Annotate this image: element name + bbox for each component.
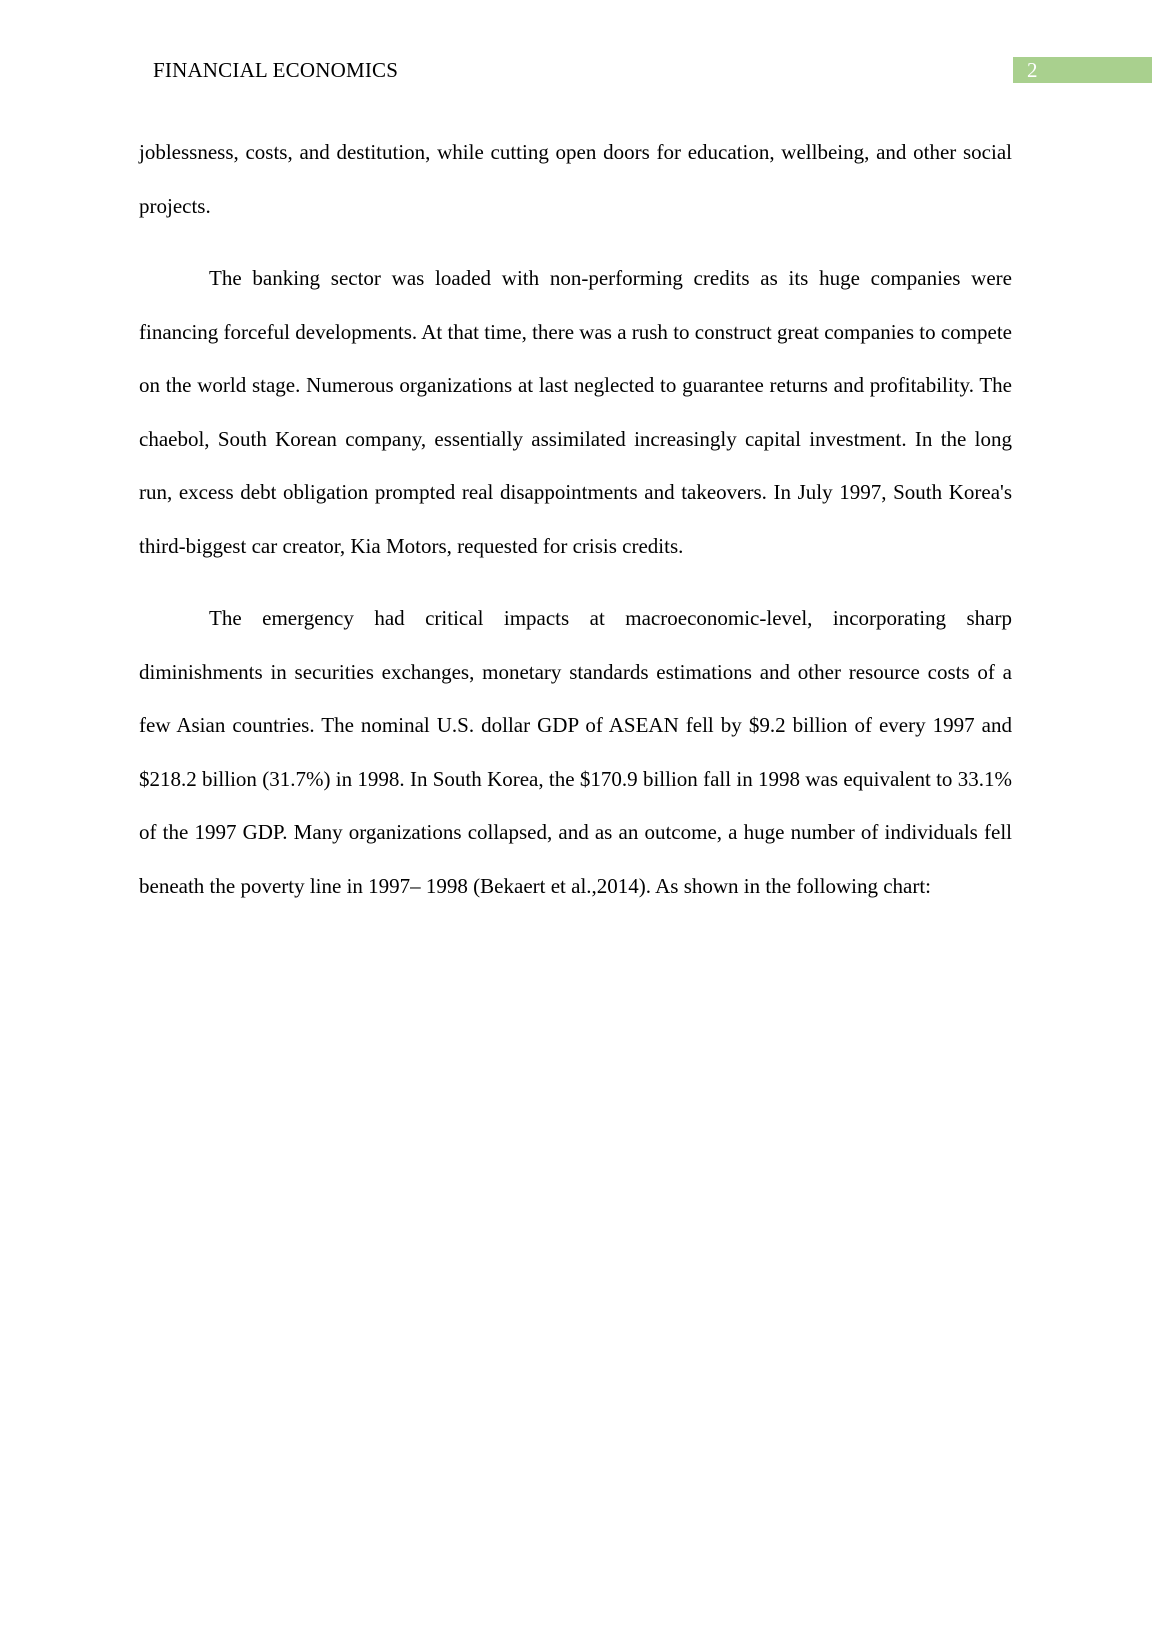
page-number-badge xyxy=(1013,57,1152,83)
paragraph-continuation: joblessness, costs, and destitution, while cutting open doors for education, wellbeing, and other social projects. xyxy=(139,140,1012,218)
page-number: 2 xyxy=(1027,58,1038,82)
running-header-title: FINANCIAL ECONOMICS xyxy=(153,58,399,82)
paragraph-macroeconomic-impacts: The emergency had critical impacts at macroeconomic-level, incorporating sharp diminishments in securities exchanges, monetary standards estimations and other resource costs of a few Asian countries. The nominal U.S. dollar GDP of ASEAN fell by $9.2 billion of every 1997 and $218.2 billion (31.7%) in 1998. In South Korea, the $170.9 billion fall in 1998 was equivalent to 33.1% of the 1997 GDP. Many organizations collapsed, and as an outcome, a huge number of individuals fell beneath the poverty line in 1997– 1998 (Bekaert et al.,2014). As shown in the following chart: xyxy=(139,606,1012,898)
paragraph-banking-sector: The banking sector was loaded with non-performing credits as its huge companies were financing forceful developments. At that time, there was a rush to construct great companies to compete on the world stage. Numerous organizations at last neglected to guarantee returns and profitability. The chaebol, South Korean company, essentially assimilated increasingly capital investment. In the long run, excess debt obligation prompted real disappointments and takeovers. In July 1997, South Korea's third-biggest car creator, Kia Motors, requested for crisis credits. xyxy=(139,266,1012,558)
document-body xyxy=(139,126,1012,932)
